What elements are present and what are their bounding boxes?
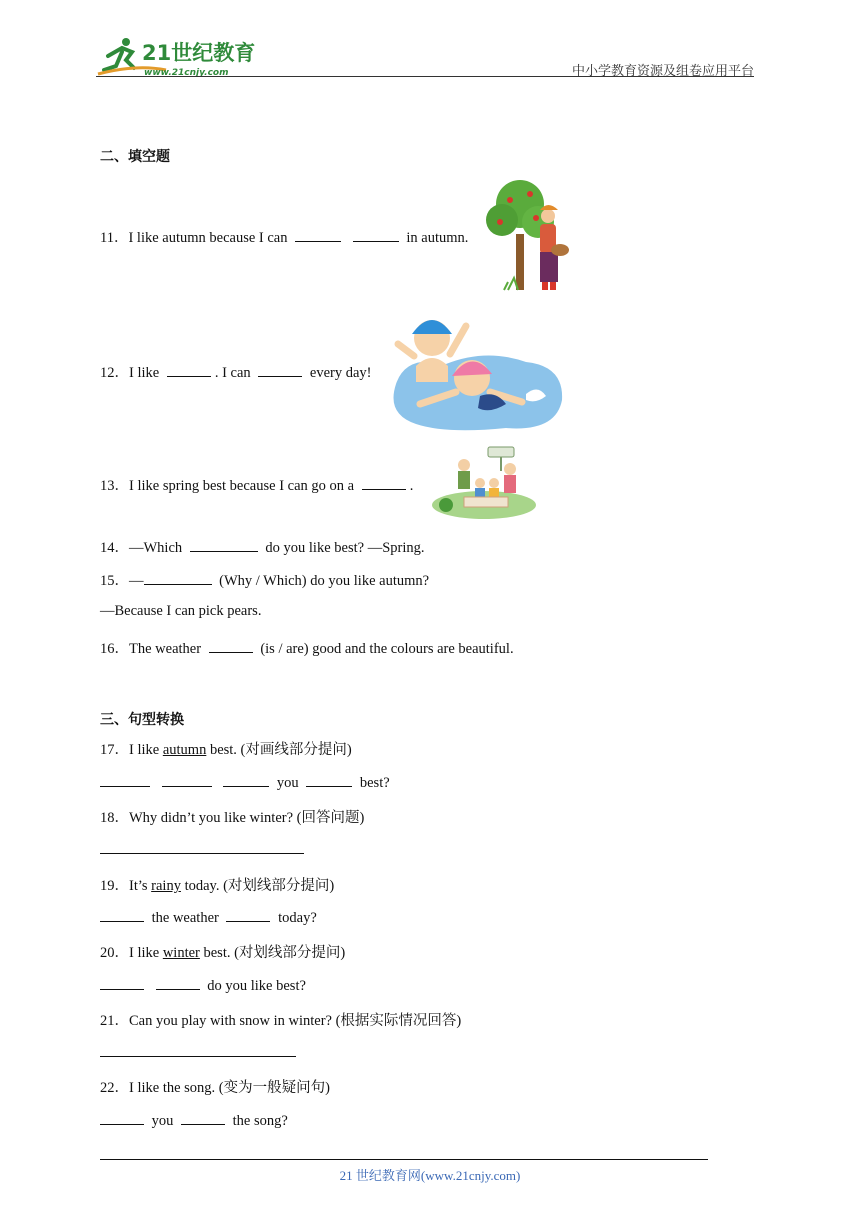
question-22: 22．I like the song. (变为一般疑问句) xyxy=(100,1080,330,1096)
answer-17: you best? xyxy=(100,772,390,792)
platform-name: 中小学教育资源及组卷应用平台 xyxy=(571,64,754,79)
question-12: 12．I like . I can every day! xyxy=(100,361,372,382)
svg-text:www.21cnjy.com: www.21cnjy.com xyxy=(144,68,229,78)
swimming-kids-illustration xyxy=(386,304,566,432)
question-15: 15．— (Why / Which) do you like autumn? xyxy=(100,569,429,590)
question-18: 18．Why didn’t you like winter? (回答问题) xyxy=(100,810,365,826)
section-title-sentence-transform: 三、句型转换 xyxy=(100,712,184,728)
header-divider xyxy=(96,76,754,77)
question-14: 14．—Which do you like best? —Spring. xyxy=(100,536,425,557)
footer-divider xyxy=(100,1159,708,1160)
footer-link[interactable]: 21 世纪教育网(www.21cnjy.com) xyxy=(339,1168,521,1183)
section-title-fill-blank: 二、填空题 xyxy=(100,149,170,165)
question-20: 20．I like winter best. (对划线部分提问) xyxy=(100,945,346,961)
apple-picking-illustration xyxy=(480,174,580,294)
svg-text:21世纪教育: 21世纪教育 xyxy=(142,41,256,65)
question-21: 21．Can you play with snow in winter? (根据实际情况回答) xyxy=(100,1013,462,1029)
question-11: 11．I like autumn because I can in autumn. xyxy=(100,226,468,247)
answer-19: the weather today? xyxy=(100,907,317,927)
answer-20: do you like best? xyxy=(100,975,306,995)
question-13: 13．I like spring best because I can go on a . xyxy=(100,474,413,495)
family-picnic-illustration xyxy=(430,443,538,521)
question-19: 19．It’s rainy today. (对划线部分提问) xyxy=(100,878,335,894)
question-15-line2: —Because I can pick pears. xyxy=(100,603,262,619)
question-16: 16．The weather (is / are) good and the colours are beautiful. xyxy=(100,637,514,658)
site-logo xyxy=(96,34,266,78)
answer-line-18 xyxy=(100,853,304,854)
answer-22: you the song? xyxy=(100,1110,288,1130)
answer-line-21 xyxy=(100,1056,296,1057)
question-17: 17．I like autumn best. (对画线部分提问) xyxy=(100,742,352,758)
